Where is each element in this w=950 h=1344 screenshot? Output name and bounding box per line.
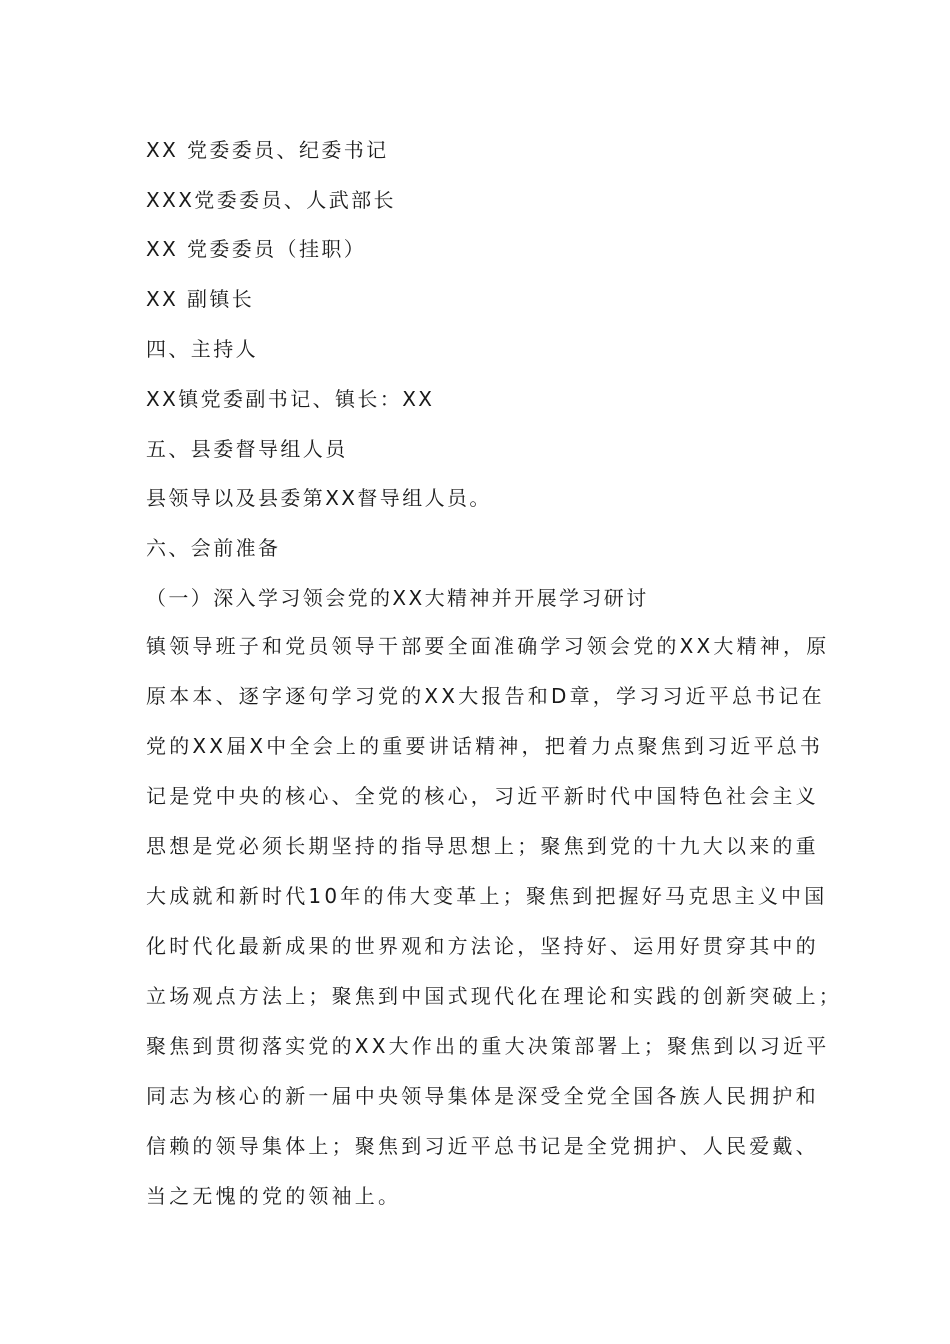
paragraph-line: 党的XX届X中全会上的重要讲话精神，把着力点聚焦到习近平总书 [146, 734, 824, 758]
paragraph-line: 镇领导班子和党员领导干部要全面准确学习领会党的XX大精神，原 [146, 634, 830, 658]
member-line-deputy-mayor: XX 副镇长 [146, 287, 255, 311]
paragraph-line: 记是党中央的核心、全党的核心，习近平新时代中国特色社会主义 [146, 784, 819, 808]
paragraph-line: 聚焦到贯彻落实党的XX大作出的重大决策部署上；聚焦到以习近平 [146, 1034, 830, 1058]
paragraph-line: 原本本、逐字逐句学习党的XX大报告和D章，学习习近平总书记在 [146, 684, 825, 708]
member-line-armed-forces-head: XXX党委委员、人武部长 [146, 188, 396, 212]
host-line: XX镇党委副书记、镇长：XX [146, 387, 435, 411]
subsection-heading-study: （一）深入学习领会党的XX大精神并开展学习研讨 [146, 586, 649, 610]
paragraph-line: 立场观点方法上；聚焦到中国式现代化在理论和实践的创新突破上； [146, 984, 842, 1008]
paragraph-line: 大成就和新时代10年的伟大变革上；聚焦到把握好马克思主义中国 [146, 884, 828, 908]
supervision-group-line: 县领导以及县委第XX督导组人员。 [146, 486, 492, 510]
section-heading-supervision-group: 五、县委督导组人员 [146, 437, 348, 461]
member-line-seconded: XX 党委委员（挂职） [146, 237, 367, 261]
section-heading-preparation: 六、会前准备 [146, 536, 281, 560]
paragraph-line: 思想是党必须长期坚持的指导思想上；聚焦到党的十九大以来的重 [146, 834, 819, 858]
paragraph-line: 当之无愧的党的领袖上。 [146, 1184, 402, 1208]
member-line-discipline-secretary: XX 党委委员、纪委书记 [146, 138, 389, 162]
section-heading-host: 四、主持人 [146, 337, 258, 361]
paragraph-line: 化时代化最新成果的世界观和方法论，坚持好、运用好贯穿其中的 [146, 934, 819, 958]
paragraph-line: 同志为核心的新一届中央领导集体是深受全党全国各族人民拥护和 [146, 1084, 819, 1108]
paragraph-line: 信赖的领导集体上；聚焦到习近平总书记是全党拥护、人民爱戴、 [146, 1134, 819, 1158]
